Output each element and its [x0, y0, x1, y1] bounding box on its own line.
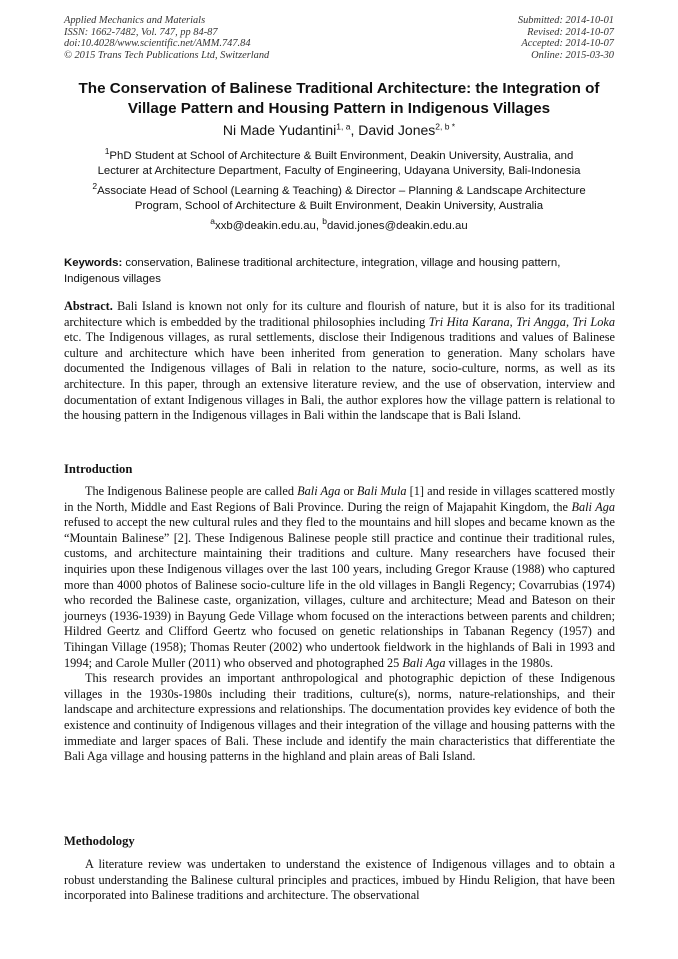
abstract-text: , — [509, 314, 517, 329]
body-term: Bali Mula — [356, 484, 407, 498]
methodology-paragraph-1: A literature review was undertaken to understand the existence of Indigenous villages and to obtain a robust understanding the Balinese cultural principles and practices, imbued by Hindu Religion, that have been incorporated into Balinese traditions and architecture. The observational — [64, 857, 615, 903]
affiliation-1-line-1: PhD Student at School of Architecture & Built Environment, Deakin University, Australia, and — [109, 150, 574, 162]
author-separator: , — [350, 122, 359, 138]
abstract-text: etc. The Indigenous villages, as rural settlements, disclose their Indigenous traditions and values of Balinese culture and architecture which have been inherited from generation to generation. Many scholars have documented the Indigenous villages of Bali in relation to the nature, socio-culture, norms, as well as its architecture. In this paper, through an extensive literature review, and the use of observation, interview and documentation of extant Indigenous villages in Bali, the author explores how the village pattern is relational to the housing pattern in the Indigenous villages in Bali within the landscape that is Bali Island. — [64, 330, 615, 423]
body-text: refused to accept the new cultural rules and they fled to the mountains and hill slopes and became known as the “Mountain Balinese” [2]. These Indigenous Balinese people still practice and continue their traditional rules, customs, and architecture maintaining their traditions and culture. Many researchers have focused their inquiries upon these Indigenous villages over the last 100 years, including Gregor Krause (1988) who captured more than 4000 photos of Balinese socio-culture life in the old villages in Bangli Regency; Covarrubias (1974) who recorded the Balinese caste, organization, villages, culture and architecture; Mead and Bateson on their journeys (1936-1939) in Bayung Gede Village whom focused on the interactions between parents and children; Hildred Geertz and Clifford Geertz who focused on genetic relationships in Tabanan Regency (1957) and Tihingan Village (1958); Thomas Reuter (2002) who undertook fieldwork in the highlands of Bali in 1993 and 1994; and Carole Muller (2011) who observed and photographed 25 — [64, 515, 615, 670]
body-text: villages in the 1980s. — [445, 655, 554, 670]
email-a-mark: a — [210, 216, 216, 227]
abstract-label: Abstract. — [64, 299, 113, 313]
introduction-paragraph-2: This research provides an important anthropological and photographic depiction of these Indigenous villages in the 1930s-1980s including their traditions, culture(s), norms, nature-relationships, and their landscape and architecture expressions and relationships. The documentation provides key evidence of both the existence and continuity of Indigenous villages and their integration of the village and housing patterns with the immediate and larger spaces of Bali. These include and identify the main characteristics that differentiate the Bali Aga village and housing patterns in the highland and plain areas of Bali Island. — [64, 671, 615, 764]
affiliation-2 — [50, 181, 628, 215]
date-submitted: Submitted: 2014-10-01 — [517, 15, 614, 26]
email-b-mark: b — [322, 216, 327, 227]
paper-title — [50, 79, 628, 118]
keywords-label: Keywords: — [64, 257, 123, 269]
journal-info — [64, 15, 269, 61]
author-emails — [50, 216, 628, 232]
date-revised: Revised: 2014-10-07 — [527, 26, 614, 38]
author-list — [50, 122, 628, 138]
body-text: The Indigenous Balinese people are called — [85, 484, 298, 498]
body-term: Bali Aga — [402, 655, 446, 670]
journal-doi: doi:10.4028/www.scientific.net/AMM.747.84 — [64, 38, 251, 50]
section-heading-introduction: Introduction — [64, 462, 133, 476]
abstract-text: Bali Island is known not only for its culture and flourish of nature, but it is also for its traditional architecture which is embedded by the traditional philosophies including — [64, 299, 615, 329]
journal-copyright: © 2015 Trans Tech Publications Ltd, Switzerland — [64, 49, 270, 61]
section-heading-methodology: Methodology — [64, 834, 135, 848]
keywords — [64, 256, 615, 287]
author-1-name: Ni Made Yudantini — [222, 122, 337, 138]
date-online: Online: 2015-03-30 — [531, 49, 614, 61]
author-2-marks: 2, b * — [435, 121, 456, 132]
author-1-marks: 1, a — [336, 121, 351, 132]
title-line-1: The Conservation of Balinese Traditional Architecture: the Integration of — [78, 80, 600, 97]
body-text: [1] and reside in villages scattered mostly in the North, Middle and East Regions of Bali Province. During the reign of Majapahit Kingdom, the — [64, 484, 615, 514]
email-separator: , — [315, 220, 323, 232]
submission-dates — [518, 15, 614, 61]
abstract-paragraph — [64, 299, 615, 424]
journal-name: Applied Mechanics and Materials — [64, 15, 206, 26]
abstract-term: Tri Angga — [516, 314, 566, 329]
affiliation-2-line-1: Associate Head of School (Learning & Teaching) & Director – Planning & Landscape Architecture — [97, 185, 586, 197]
keywords-text: conservation, Balinese traditional architecture, integration, village and housing pattern, Indigenous villages — [64, 257, 561, 285]
introduction-paragraph-1 — [64, 484, 615, 671]
introduction-body — [64, 484, 615, 765]
affiliation-1-line-2: Lecturer at Architecture Department, Faculty of Engineering, Udayana University, Bali-Indonesia — [97, 165, 581, 178]
email-a: xxb@deakin.edu.au — [215, 220, 316, 232]
email-b: david.jones@deakin.edu.au — [326, 220, 468, 232]
affiliation-1-mark: 1 — [104, 146, 110, 157]
affiliation-1 — [50, 146, 628, 180]
body-text: or — [340, 484, 357, 498]
body-term: Bali Aga — [297, 484, 341, 498]
abstract-term: Tri Loka — [572, 314, 615, 329]
body-term: Bali Aga — [571, 499, 616, 514]
abstract — [64, 299, 615, 424]
title-line-2: Village Pattern and Housing Pattern in Indigenous Villages — [127, 99, 551, 117]
abstract-text: , — [565, 314, 573, 329]
affiliation-2-mark: 2 — [92, 181, 98, 192]
date-accepted: Accepted: 2014-10-07 — [521, 38, 614, 50]
affiliation-2-line-2: Program, School of Architecture & Built Environment, Deakin University, Australia — [134, 200, 544, 213]
abstract-term: Tri Hita Karana — [428, 314, 510, 329]
journal-issn: ISSN: 1662-7482, Vol. 747, pp 84-87 — [64, 26, 218, 38]
methodology-body — [64, 857, 615, 904]
author-2-name: David Jones — [358, 122, 436, 138]
